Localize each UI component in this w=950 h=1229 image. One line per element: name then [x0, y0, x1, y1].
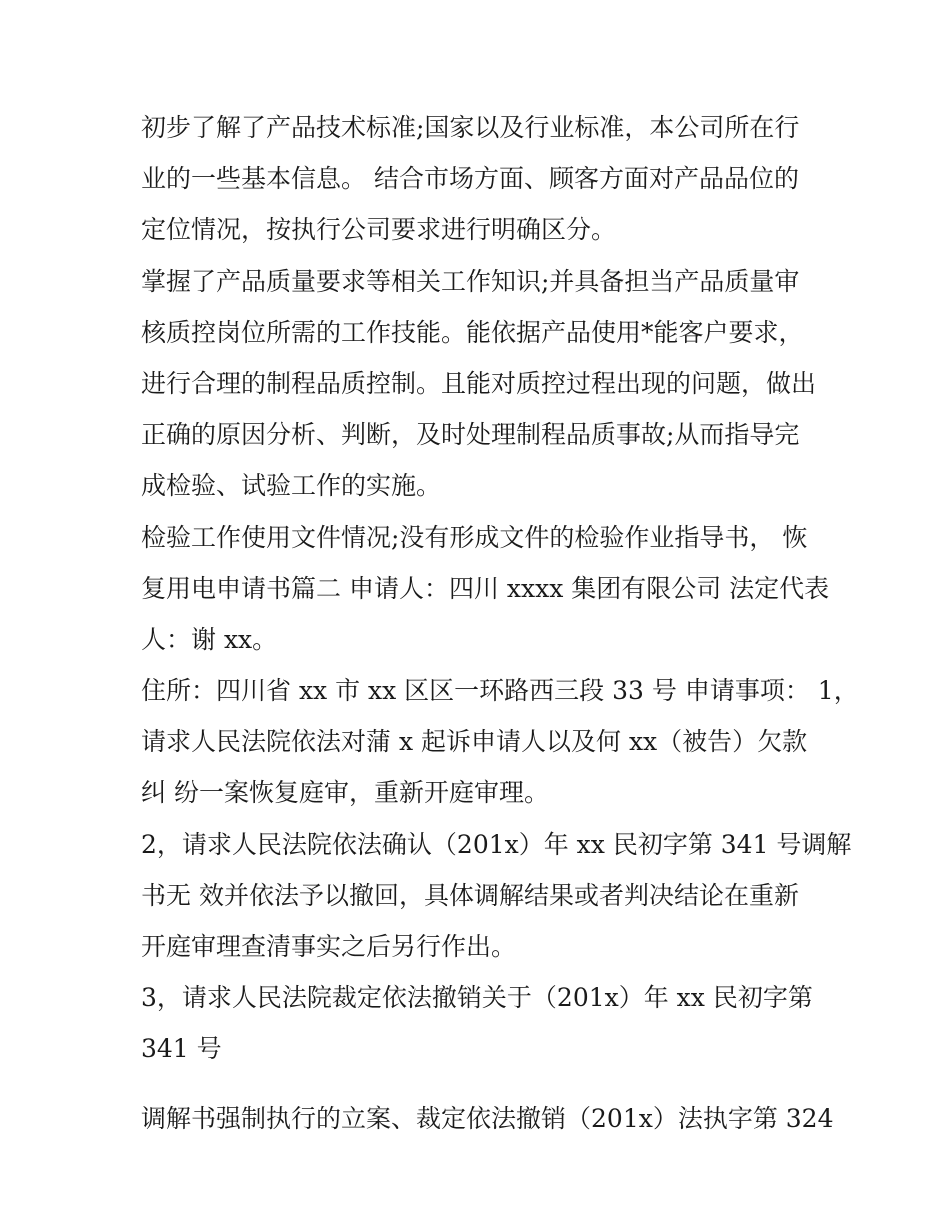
text-line: 进行合理的制程品质控制。且能对质控过程出现的问题，做出: [141, 368, 817, 398]
text-line: 掌握了产品质量要求等相关工作知识;并具备担当产品质量审: [141, 266, 800, 296]
text-line: 2，请求人民法院依法确认（201x）年 xx 民初字第 341 号调解: [141, 829, 852, 859]
text-line: 初步了解了产品技术标准;国家以及行业标准，本公司所在行: [141, 113, 800, 142]
text-line: 正确的原因分析、判断，及时处理制程品质事故;从而指导完: [141, 420, 800, 450]
text-line: 检验工作使用文件情况;没有形成文件的检验作业指导书， 恢: [141, 522, 808, 552]
text-line: 核质控岗位所需的工作技能。能依据产品使用*能客户要求，: [141, 317, 804, 347]
text-line: 3，请求人民法院裁定依法撤销关于（201x）年 xx 民初字第: [141, 983, 813, 1013]
text-line: 定位情况，按执行公司要求进行明确区分。: [141, 215, 617, 245]
text-line: 开庭审理查清事实之后另行作出。: [141, 932, 517, 961]
text-line: 复用电申请书篇二 申请人：四川 xxxx 集团有限公司 法定代表: [141, 573, 830, 603]
text-line: 人：谢 xx。: [141, 624, 278, 654]
text-line: 业的一些基本信息。 结合市场方面、顾客方面对产品品位的: [141, 164, 799, 194]
text-line: 成检验、试验工作的实施。: [141, 471, 442, 501]
text-line: 纠 纷一案恢复庭审，重新开庭审理。: [141, 778, 549, 808]
text-line: 341 号: [141, 1034, 222, 1064]
text-line: 请求人民法院依法对蒲 x 起诉申请人以及何 xx（被告）欠款: [141, 727, 808, 757]
text-line: 书无 效并依法予以撤回，具体调解结果或者判决结论在重新: [141, 880, 799, 910]
text-line: 住所：四川省 xx 市 xx 区区一环路西三段 33 号 申请事项： 1，: [141, 676, 859, 706]
document-body: [141, 102, 859, 1144]
text-line: 调解书强制执行的立案、裁定依法撤销（201x）法执字第 324: [141, 1103, 834, 1133]
